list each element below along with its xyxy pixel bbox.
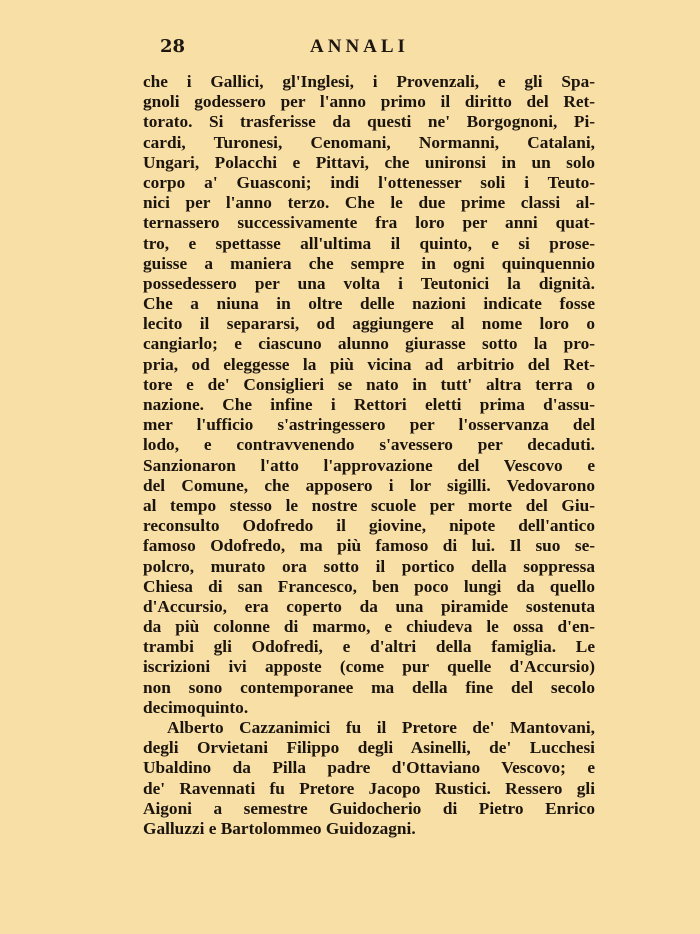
text-line: d'Accursio, era coperto da una piramide sostenuta [143, 596, 595, 616]
text-line: polcro, murato ora sotto il portico della soppressa [143, 556, 595, 576]
text-line: guisse a maniera che sempre in ogni quinquennio [143, 253, 595, 273]
text-line: lecito il separarsi, od aggiungere al nome loro o [143, 314, 595, 334]
text-line: Che a niuna in oltre delle nazioni indicate fosse [143, 294, 595, 314]
text-line: tore e de' Consiglieri se nato in tutt' altra terra o [143, 374, 595, 394]
text-line: nici per l'anno terzo. Che le due prime classi al- [143, 193, 595, 213]
text-line: Aigoni a semestre Guidocherio di Pietro Enrico [143, 798, 595, 818]
text-line: mer l'ufficio s'astringessero per l'osservanza del [143, 415, 595, 435]
page-header [0, 36, 700, 62]
text-line: cardi, Turonesi, Cenomani, Normanni, Catalani, [143, 132, 595, 152]
text-line: degli Orvietani Filippo degli Asinelli, de' Lucchesi [143, 738, 595, 758]
text-line: corpo a' Guasconi; indi l'ottenesser soli i Teuto- [143, 172, 595, 192]
text-line: Sanzionaron l'atto l'approvazione del Vescovo e [143, 455, 595, 475]
text-line: nazione. Che infine i Rettori eletti prima d'assu- [143, 395, 595, 414]
text-line: Galluzzi e Bartolommeo Guidozagni. [143, 818, 416, 838]
text-line: non sono contemporanee ma della fine del secolo [143, 677, 595, 697]
text-line: decimoquinto. [143, 697, 249, 717]
text-line: pria, od eleggesse la più vicina ad arbitrio del Ret- [143, 354, 595, 374]
text-line: Chiesa di san Francesco, ben poco lungi da quello [143, 576, 595, 596]
text-line: torato. Si trasferisse da questi ne' Borgognoni, Pi- [143, 112, 595, 132]
text-line: al tempo stesso le nostre scuole per morte del Giu- [143, 495, 595, 515]
text-line: Alberto Cazzanimici fu il Pretore de' Mantovani, [167, 718, 595, 737]
text-line: trambi gli Odofredi, e d'altri della famiglia. Le [143, 637, 595, 657]
text-line: famoso Odofredo, ma più famoso di lui. Il suo se- [143, 536, 595, 556]
text-line: da più colonne di marmo, e chiudeva le ossa d'en- [143, 617, 595, 637]
page-number: 28 [160, 36, 186, 57]
text-line: tro, e spettasse all'ultima il quinto, e si prose- [143, 233, 595, 253]
text-line: reconsulto Odofredo il giovine, nipote dell'antico [143, 516, 595, 536]
text-line: de' Ravennati fu Pretore Jacopo Rustici. Ressero gli [143, 778, 595, 798]
text-line: iscrizioni ivi apposte (come pur quelle d'Accursio) [143, 657, 595, 677]
body-text [143, 72, 595, 839]
text-line: cangiarlo; e ciascuno alunno giurasse sotto la pro- [143, 334, 595, 354]
running-title: ANNALI [310, 36, 409, 57]
text-line: Ubaldino da Pilla padre d'Ottaviano Vescovo; e [143, 758, 595, 778]
text-line: lodo, e contravvenendo s'avessero per decaduti. [143, 435, 595, 455]
text-line: che i Gallici, gl'Inglesi, i Provenzali, e gli Spa- [143, 72, 595, 91]
text-line: del Comune, che apposero i lor sigilli. Vedovarono [143, 475, 595, 495]
text-line: ternassero successivamente fra loro per anni quat- [143, 213, 595, 233]
text-line: gnoli godessero per l'anno primo il diritto del Ret- [143, 92, 595, 112]
text-line: Ungari, Polacchi e Pittavi, che unironsi in un solo [143, 152, 595, 172]
text-line: possedessero per una volta i Teutonici la dignità. [143, 273, 595, 293]
